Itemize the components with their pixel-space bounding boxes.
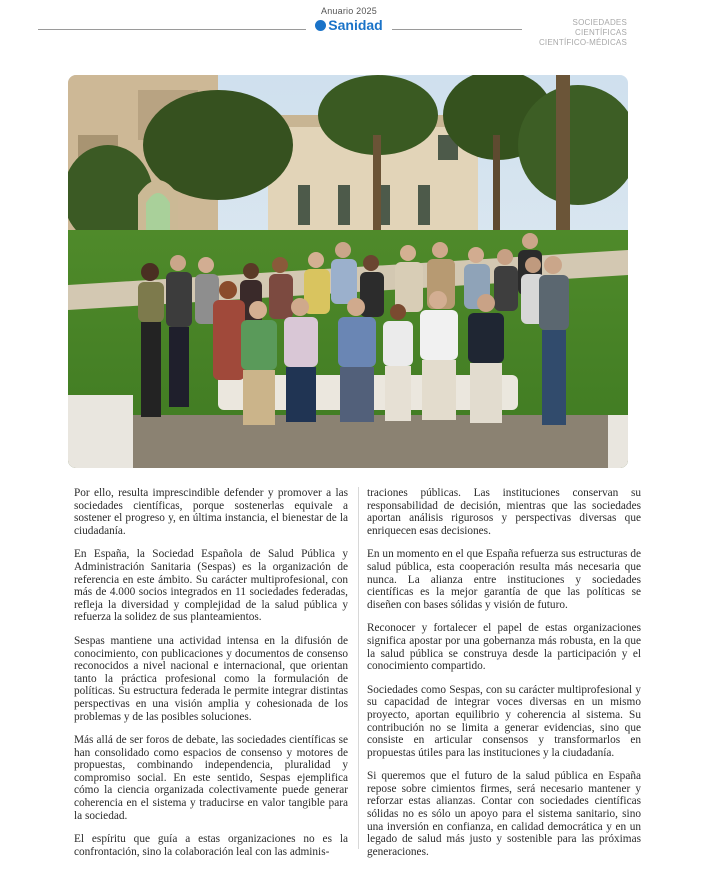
brand-name-row [306,17,392,33]
section-label [527,18,627,48]
article-paragraph: Más allá de ser foros de debate, las sociedades científicas se han consolidado como espacios de consenso y motores de propuestas, combinando independencia, pluralidad y compromiso social. En este sentido, Sespas ejemplifica cómo la ciencia organizada colectivamente puede generar coherencia en el sistema y traducirse en valor tangible para la sociedad. [74,734,348,822]
article-paragraph: En un momento en el que España refuerza sus estructuras de salud pública, esta cooperación resulta más necesaria que nunca. La alianza entre instituciones y sociedades científicas es la mejor garantía de que las políticas se diseñen con bases sólidas y visión de futuro. [367,548,641,611]
section-label-line1: SOCIEDADES CIENTÍFICAS [572,18,627,37]
group-photo [68,75,628,468]
brand-name: Sanidad [328,17,383,33]
page-header [0,0,704,50]
brand-year: Anuario 2025 [321,6,377,16]
header-rule-left [38,29,306,30]
article-paragraph: Si queremos que el futuro de la salud pública en España repose sobre cimientos firmes, será necesario mantener y reforzar estas alianzas. Contar con sociedades científicas sólidas no es sólo un apoyo para el sistema sanitario, sino una inversión en confianza, en calidad democrática y en un legado de salud más justo y sostenible para las próximas generaciones. [367,770,641,858]
brand-logo [306,6,392,33]
article-column-right [367,487,641,869]
article-paragraph: En España, la Sociedad Española de Salud Pública y Administración Sanitaria (Sespas) es la organización de referencia en este ámbito. Su carácter multiprofesional, con más de 4.000 socios integrados en 11 sociedades federadas, refleja la diversidad y complejidad de la salud pública y refuerza la solidez de sus planteamientos. [74,548,348,624]
article-paragraph: Sociedades como Sespas, con su carácter multiprofesional y su capacidad de integrar voces diversas en un mismo proyecto, aportan equilibrio y coherencia al sistema. Su contribución no se limita a generar evidencias, sino que consiste en articular consensos y transformarlos en propuestas útiles para las instituciones y la ciudadanía. [367,683,641,759]
article-paragraph: El espíritu que guía a estas organizaciones no es la confrontación, sino la colaboración leal con las adminis- [74,833,348,858]
article-column-left [74,487,348,869]
brand-circle-icon [315,20,326,31]
article-paragraph: Sespas mantiene una actividad intensa en la difusión de conocimiento, con publicaciones y documentos de consenso reconocidos a nivel nacional e internacional, que orientan tanto la práctica profesional como la formulación de políticas. Su estructura federada le permite integrar distintas perspectivas en una visión amplia y cohesionada de los problemas y de las posibles soluciones. [74,634,348,723]
article-paragraph: traciones públicas. Las instituciones conservan su responsabilidad de decisión, mientras que las sociedades aportan análisis rigurosos y perspectivas diversas que enriquecen esas decisiones. [367,487,641,537]
section-label-line2: CIENTÍFICO-MÉDICAS [538,38,627,47]
article-paragraph: Por ello, resulta imprescindible defender y promover a las sociedades científicas, porque sostenerlas equivale a sostener el progreso y, en última instancia, el bienestar de la ciudadanía. [74,487,348,537]
column-divider [358,487,359,849]
article-paragraph: Reconocer y fortalecer el papel de estas organizaciones significa apostar por una gobernanza más robusta, en la que la salud pública se construya desde la participación y el conocimiento compartido. [367,622,641,673]
header-rule-right [392,29,522,30]
